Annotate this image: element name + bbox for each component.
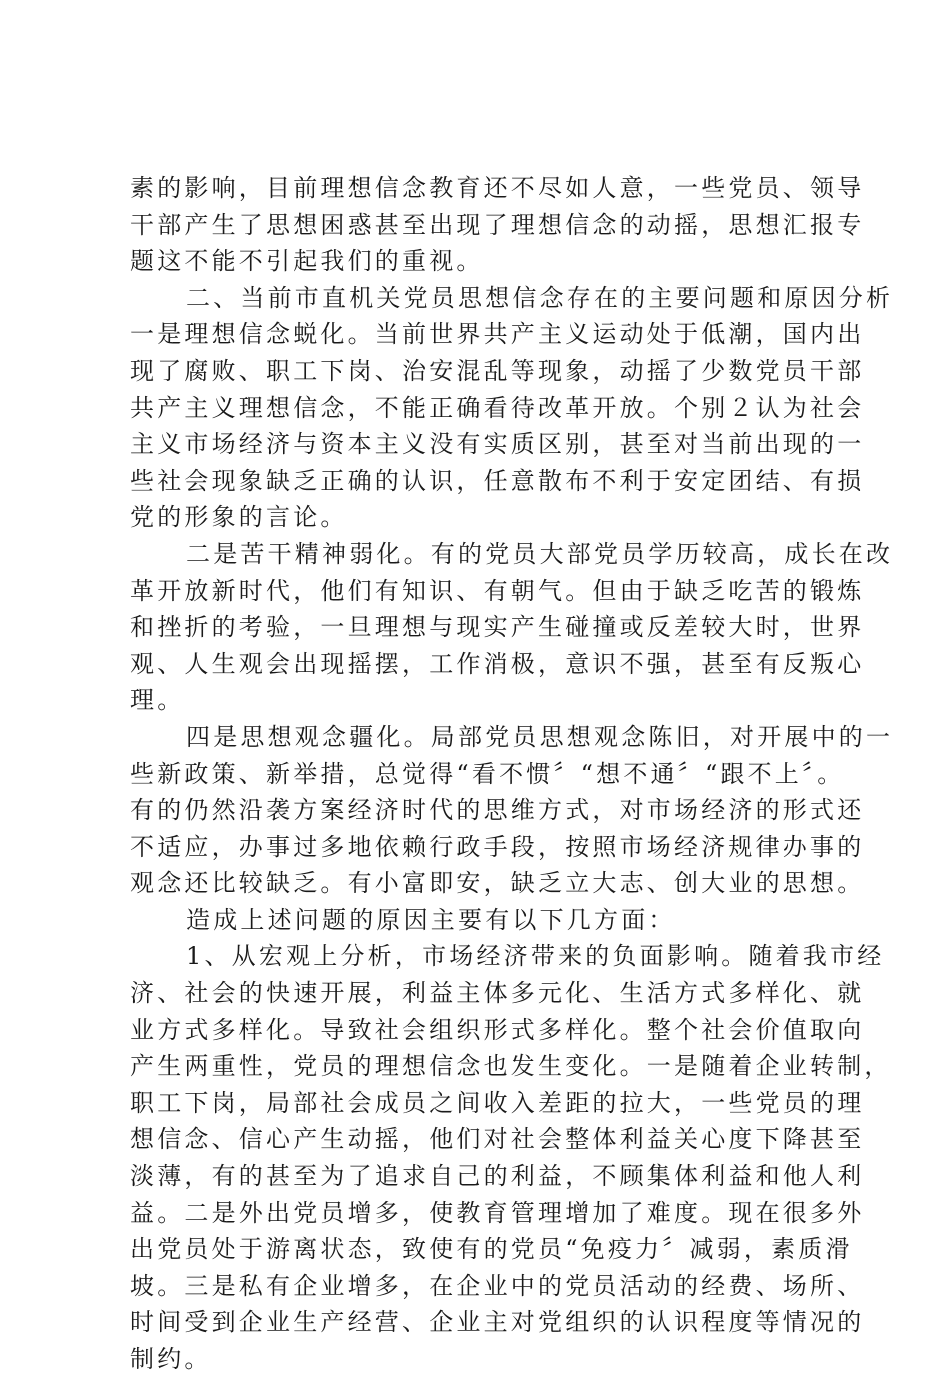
- text-line: 益。二是外出党员增多，使教育管理增加了难度。现在很多外: [130, 1198, 865, 1227]
- text-line: 革开放新时代，他们有知识、有朝气。但由于缺乏吃苦的锻炼: [130, 576, 865, 605]
- text-line: 时间受到企业生产经营、企业主对党组织的认识程度等情况的: [130, 1308, 865, 1337]
- text-line: 济、社会的快速开展，利益主体多元化、生活方式多样化、就: [130, 979, 865, 1008]
- text-line: 些社会现象缺乏正确的认识，任意散布不利于安定团结、有损: [130, 466, 865, 495]
- text-line: 想信念、信心产生动摇，他们对社会整体利益关心度下降甚至: [130, 1125, 865, 1154]
- text-line: 职工下岗，局部社会成员之间收入差距的拉大，一些党员的理: [130, 1088, 865, 1117]
- text-line: 党的形象的言论。: [130, 503, 348, 532]
- text-line: 二、当前市直机关党员思想信念存在的主要问题和原因分析: [186, 283, 894, 312]
- text-line: 主义市场经济与资本主义没有实质区别，甚至对当前出现的一: [130, 430, 865, 459]
- text-line: 1、从宏观上分析，市场经济带来的负面影响。随着我市经: [186, 942, 885, 971]
- text-line: 一是理想信念蜕化。当前世界共产主义运动处于低潮，国内出: [130, 320, 865, 349]
- text-line: 淡薄，有的甚至为了追求自己的利益，不顾集体利益和他人利: [130, 1162, 865, 1191]
- text-line: 有的仍然沿袭方案经济时代的思维方式，对市场经济的形式还: [130, 796, 865, 825]
- text-line: 出党员处于游离状态，致使有的党员“免疫力〞减弱，素质滑: [130, 1235, 853, 1264]
- text-line: 观念还比较缺乏。有小富即安，缺乏立大志、创大业的思想。: [130, 869, 865, 898]
- text-line: 不适应，办事过多地依赖行政手段，按照市场经济规律办事的: [130, 832, 865, 861]
- document-body: [130, 170, 894, 1378]
- text-line: 制约。: [130, 1345, 212, 1373]
- text-line: 素的影响，目前理想信念教育还不尽如人意，一些党员、领导: [130, 174, 865, 202]
- text-line: 造成上述问题的原因主要有以下几方面：: [186, 905, 676, 934]
- text-line: 干部产生了思想困惑甚至出现了理想信念的动摇，思想汇报专: [130, 210, 865, 239]
- text-line: 观、人生观会出现摇摆，工作消极，意识不强，甚至有反叛心: [130, 649, 865, 678]
- text-line: 业方式多样化。导致社会组织形式多样化。整个社会价值取向: [130, 1015, 865, 1044]
- text-line: 共产主义理想信念，不能正确看待改革开放。个别２认为社会: [130, 393, 865, 422]
- text-line: 题这不能不引起我们的重视。: [130, 247, 484, 276]
- text-line: 四是思想观念疆化。局部党员思想观念陈旧，对开展中的一: [186, 722, 894, 751]
- text-line: 坡。三是私有企业增多，在企业中的党员活动的经费、场所、: [130, 1271, 865, 1300]
- text-line: 理。: [130, 686, 185, 715]
- text-line: 现了腐败、职工下岗、治安混乱等现象，动摇了少数党员干部: [130, 356, 865, 385]
- text-line: 二是苦干精神弱化。有的党员大部党员学历较高，成长在改: [186, 539, 894, 568]
- text-line: 些新政策、新举措，总觉得“看不惯〞“想不通〞“跟不上〞。: [130, 759, 845, 788]
- text-line: 产生两重性，党员的理想信念也发生变化。一是随着企业转制，: [130, 1052, 892, 1081]
- text-line: 和挫折的考验，一旦理想与现实产生碰撞或反差较大时，世界: [130, 613, 865, 642]
